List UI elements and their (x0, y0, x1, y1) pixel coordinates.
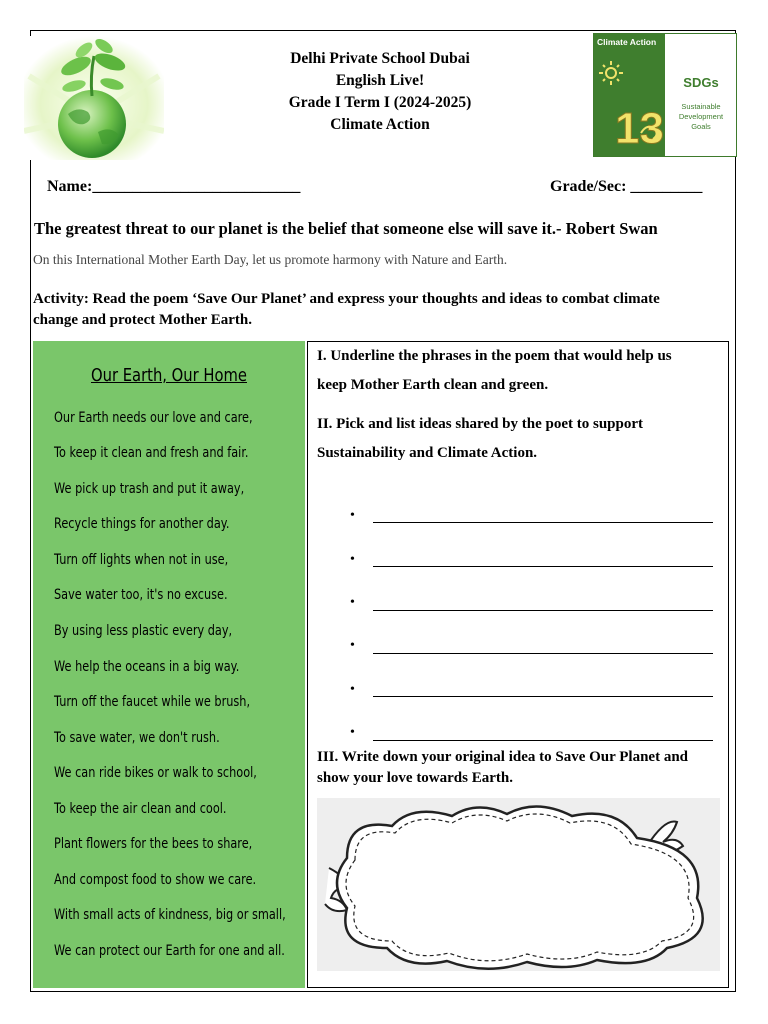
grade-term: Grade I Term I (2024-2025) (288, 94, 472, 111)
bullet: • (350, 552, 355, 567)
sdg-subtitle-1: Sustainable (681, 102, 721, 111)
sdg-subtitle-2: Development (678, 112, 724, 121)
question-1 (317, 342, 672, 400)
grade-label: Grade/Sec: (550, 178, 627, 195)
cloud-writing-area[interactable] (317, 798, 720, 971)
answer-line[interactable] (373, 696, 713, 697)
answer-line[interactable] (373, 566, 713, 567)
poem-panel (33, 341, 305, 988)
sdg-subtitle-3: Goals (691, 122, 711, 131)
sdg-climate-action-badge (593, 33, 737, 157)
topic-title: Climate Action (330, 116, 430, 133)
bullet: • (350, 638, 355, 653)
question-2-line-1: II. Pick and list ideas shared by the poet to support (317, 416, 644, 432)
question-1-line-1: I. Underline the phrases in the poem that would help us (317, 348, 672, 364)
poem-line: We can protect our Earth for one and all. (54, 943, 285, 959)
question-2-line-2: Sustainability and Climate Action. (317, 445, 538, 461)
earth-plant-logo (24, 36, 164, 160)
intro-text: On this International Mother Earth Day, let us promote harmony with Nature and Earth. (33, 252, 508, 267)
worksheet-header (230, 48, 530, 136)
answer-line[interactable] (373, 740, 713, 741)
sdg-top-label: Climate Action (597, 37, 657, 47)
poem-line: We can ride bikes or walk to school, (54, 765, 257, 781)
poem-line: To save water, we don't rush. (54, 730, 220, 746)
name-blank[interactable]: __________________________ (92, 178, 301, 195)
school-name: Delhi Private School Dubai (290, 50, 470, 67)
poem-line: Our Earth needs our love and care, (54, 410, 253, 426)
poem-line: We pick up trash and put it away, (54, 481, 245, 497)
poem-line: Turn off lights when not in use, (54, 552, 229, 568)
name-field[interactable] (47, 178, 300, 196)
question-2 (317, 410, 643, 468)
question-3: III. Write down your original idea to Save Our Planet and show your love towards Earth. (317, 749, 689, 786)
poem-line: With small acts of kindness, big or small, (54, 907, 286, 923)
grade-field[interactable] (550, 178, 702, 196)
bullet: • (350, 682, 355, 697)
grade-blank[interactable]: _________ (630, 178, 703, 195)
poem-line: Plant flowers for the bees to share, (54, 836, 253, 852)
answer-line[interactable] (373, 653, 713, 654)
activity-instructions: Activity: Read the poem ‘Save Our Planet’ and express your thoughts and ideas to combat climate change and protect Mother Earth. (33, 291, 660, 328)
sdg-title: SDGs (683, 75, 719, 90)
sdg-number: 13 (615, 104, 664, 153)
quote-text: The greatest threat to our planet is the belief that someone else will save it.- Robert Swan (34, 219, 658, 238)
bullet: • (350, 725, 355, 740)
answer-line[interactable] (373, 610, 713, 611)
name-label: Name: (47, 178, 93, 195)
bullet: • (350, 508, 355, 523)
bullet: • (350, 595, 355, 610)
poem-line: To keep it clean and fresh and fair. (54, 445, 249, 461)
poem-line: To keep the air clean and cool. (54, 801, 227, 817)
poem-line: Save water too, it's no excuse. (54, 587, 228, 603)
answer-line[interactable] (373, 522, 713, 523)
poem-line: And compost food to show we care. (54, 872, 257, 888)
poem-title: Our Earth, Our Home (90, 365, 248, 386)
poem-line: We help the oceans in a big way. (54, 659, 240, 675)
subject-name: English Live! (335, 72, 425, 89)
poem-line: By using less plastic every day, (54, 623, 233, 639)
question-1-line-2: keep Mother Earth clean and green. (317, 377, 549, 393)
poem-line: Recycle things for another day. (54, 516, 230, 532)
poem-line: Turn off the faucet while we brush, (54, 694, 251, 710)
